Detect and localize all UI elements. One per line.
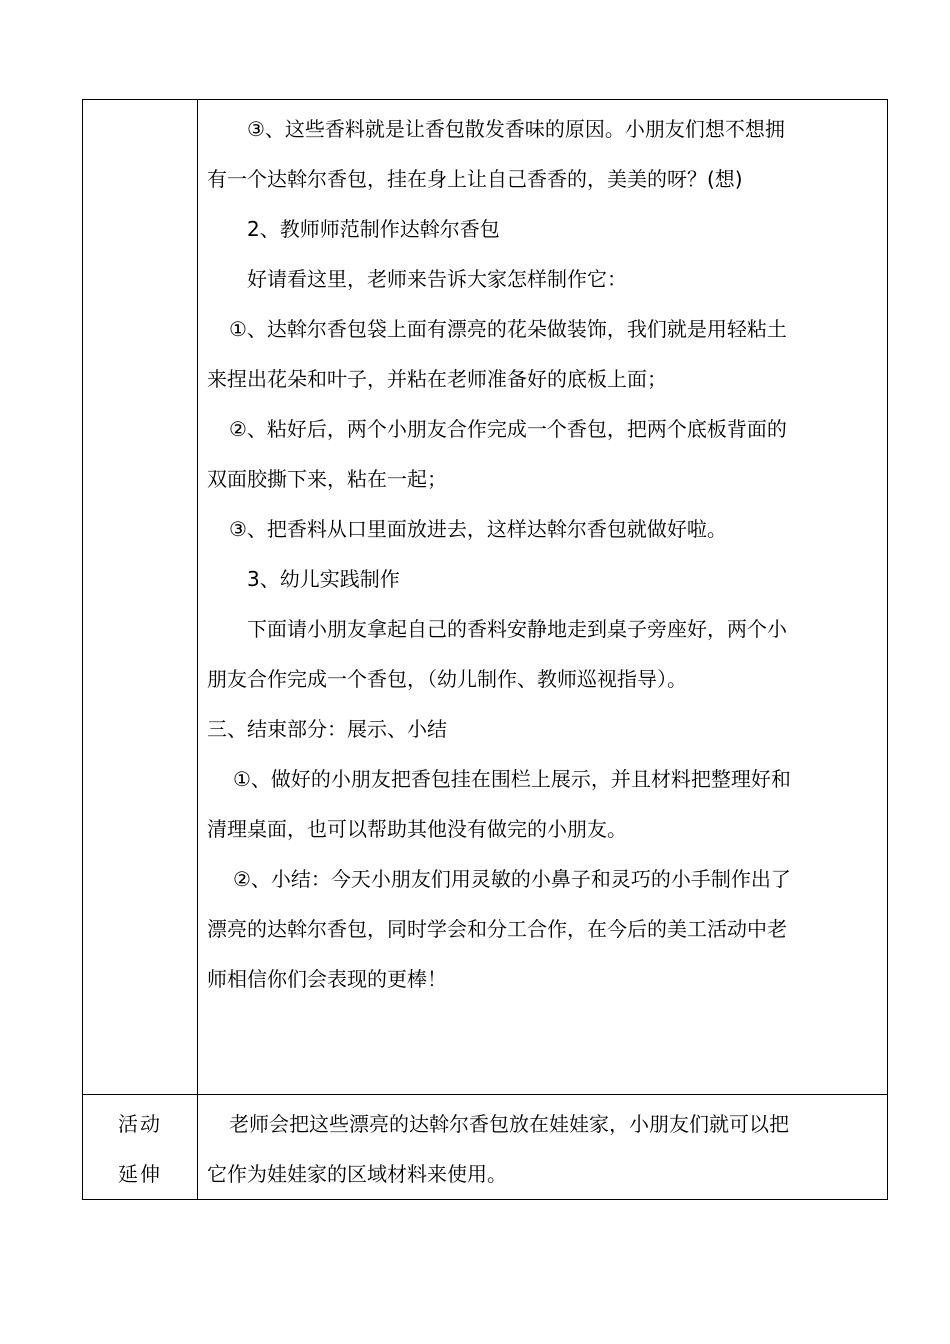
text-line: ①、达斡尔香包袋上面有漂亮的花朵做装饰，我们就是用轻粘土: [229, 317, 787, 341]
text-line: 来捏出花朵和叶子，并粘在老师准备好的底板上面；: [207, 367, 667, 391]
text-line: ③、这些香料就是让香包散发香味的原因。小朋友们想不想拥: [247, 117, 785, 141]
lesson-plan-table: [82, 99, 888, 1200]
text-line: 老师会把这些漂亮的达斡尔香包放在娃娃家，小朋友们就可以把: [229, 1112, 789, 1136]
text-line: ②、小结：今天小朋友们用灵敏的小鼻子和灵巧的小手制作出了: [233, 867, 791, 891]
section-heading: 三、结束部分：展示、小结: [207, 717, 447, 741]
activity-process-label-cell: [83, 100, 198, 1095]
text-line: 下面请小朋友拿起自己的香料安静地走到桌子旁座好，两个小: [247, 617, 787, 641]
text-line: 朋友合作完成一个香包，（幼儿制作、教师巡视指导）。: [207, 667, 687, 691]
activity-extension-label-cell: [83, 1095, 198, 1200]
extension-label-line2: 延伸: [118, 1162, 162, 1186]
text-line: ①、做好的小朋友把香包挂在围栏上展示，并且材料把整理好和: [233, 767, 791, 791]
text-line: 好请看这里，老师来告诉大家怎样制作它：: [247, 267, 627, 291]
text-line: ②、粘好后，两个小朋友合作完成一个香包，把两个底板背面的: [229, 417, 787, 441]
text-line: 有一个达斡尔香包，挂在身上让自己香香的，美美的呀？(想): [207, 167, 743, 191]
activity-extension-row: [83, 1095, 888, 1200]
step-heading: 3、幼儿实践制作: [247, 567, 400, 591]
text-line: 漂亮的达斡尔香包，同时学会和分工合作，在今后的美工活动中老: [207, 917, 787, 941]
extension-label-line1: 活动: [118, 1112, 162, 1136]
text-line: 师相信你们会表现的更棒！: [207, 967, 447, 991]
step-heading: 2、教师师范制作达斡尔香包: [247, 217, 500, 241]
activity-process-row: [83, 100, 888, 1095]
text-line: 清理桌面，也可以帮助其他没有做完的小朋友。: [207, 817, 627, 841]
activity-extension-content-cell: [198, 1095, 888, 1200]
text-line: 它作为娃娃家的区域材料来使用。: [207, 1162, 507, 1186]
activity-process-content-cell: [198, 100, 888, 1095]
text-line: 双面胶撕下来，粘在一起；: [207, 467, 447, 491]
text-line: ③、把香料从口里面放进去，这样达斡尔香包就做好啦。: [229, 517, 727, 541]
